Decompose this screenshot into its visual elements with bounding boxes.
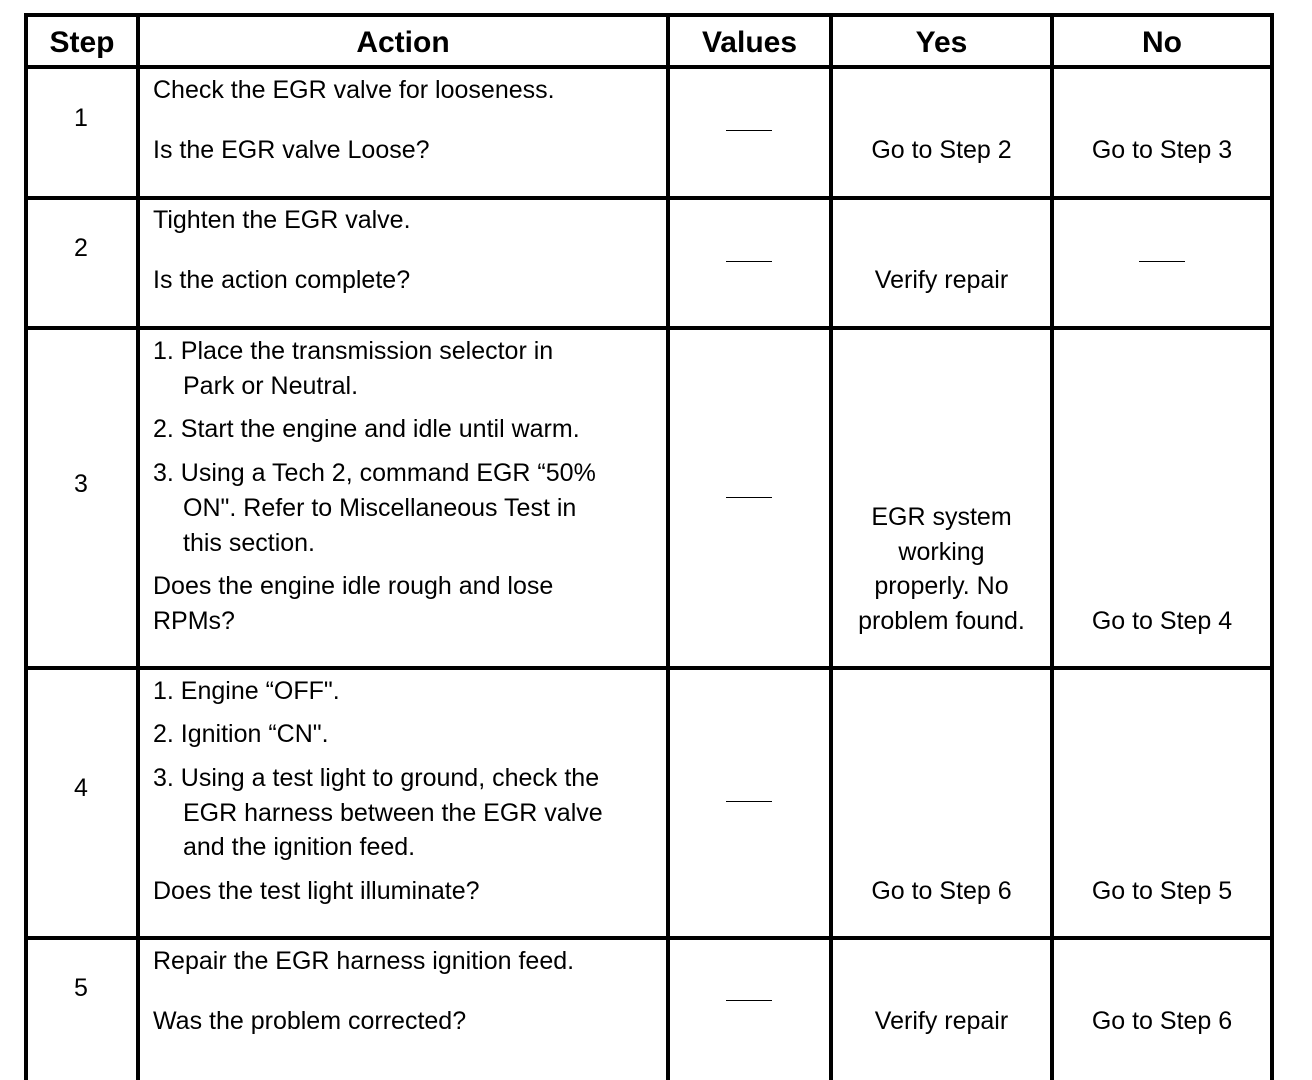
action-text: Tighten the EGR valve. (153, 206, 411, 234)
action-question: Is the EGR valve Loose? (153, 136, 430, 164)
table-border-top (24, 13, 1274, 17)
action-question: Was the problem corrected? (153, 1007, 467, 1035)
action-text: 3. Using a test light to ground, check the (153, 764, 600, 792)
no-result: Go to Step 6 (1091, 1007, 1233, 1035)
step-number: 5 (74, 974, 88, 1002)
action-text: and the ignition feed. (183, 833, 416, 861)
action-text: EGR harness between the EGR valve (183, 799, 603, 827)
column-divider (666, 13, 670, 1080)
step-number: 4 (74, 774, 88, 802)
action-text: 2. Start the engine and idle until warm. (153, 415, 580, 443)
values-empty-dash (726, 801, 772, 802)
column-divider (136, 13, 140, 1080)
yes-result: Go to Step 6 (871, 877, 1012, 905)
header-yes: Yes (915, 26, 968, 59)
column-divider (1050, 13, 1054, 1080)
row-divider (24, 666, 1274, 670)
header-divider (24, 65, 1274, 69)
action-text: Repair the EGR harness ignition feed. (153, 947, 575, 975)
table-border-left (24, 13, 28, 1080)
values-empty-dash (726, 130, 772, 131)
yes-result: EGR system (871, 503, 1012, 531)
action-text: 1. Place the transmission selector in (153, 337, 554, 365)
values-empty-dash (726, 1000, 772, 1001)
no-result: Go to Step 3 (1091, 136, 1233, 164)
header-step: Step (49, 26, 115, 59)
action-text: Park or Neutral. (183, 372, 359, 400)
action-question: Does the test light illuminate? (153, 877, 480, 905)
yes-result: working (898, 538, 985, 566)
values-empty-dash (726, 261, 772, 262)
action-text: 2. Ignition “CN". (153, 720, 329, 748)
yes-result: Verify repair (874, 1007, 1009, 1035)
action-question: Is the action complete? (153, 266, 411, 294)
no-result: Go to Step 5 (1091, 877, 1233, 905)
action-question: RPMs? (153, 607, 235, 635)
action-question: Does the engine idle rough and lose (153, 572, 554, 600)
step-number: 1 (74, 104, 88, 132)
no-result: Go to Step 4 (1091, 607, 1233, 635)
yes-result: problem found. (858, 607, 1025, 635)
action-text: this section. (183, 529, 316, 557)
action-text: 3. Using a Tech 2, command EGR “50% (153, 459, 596, 487)
row-divider (24, 936, 1274, 940)
step-number: 2 (74, 234, 88, 262)
yes-result: properly. No (874, 572, 1009, 600)
action-text: 1. Engine “OFF". (153, 677, 340, 705)
action-text: Check the EGR valve for looseness. (153, 76, 555, 104)
header-no: No (1142, 26, 1182, 59)
no-empty-dash (1139, 261, 1185, 262)
action-text: ON". Refer to Miscellaneous Test in (183, 494, 577, 522)
yes-result: Verify repair (874, 266, 1009, 294)
row-divider (24, 196, 1274, 200)
header-action: Action (356, 26, 450, 59)
values-empty-dash (726, 497, 772, 498)
header-values: Values (701, 26, 798, 59)
step-number: 3 (74, 470, 88, 498)
yes-result: Go to Step 2 (871, 136, 1012, 164)
table-border-right (1270, 13, 1274, 1080)
row-divider (24, 326, 1274, 330)
